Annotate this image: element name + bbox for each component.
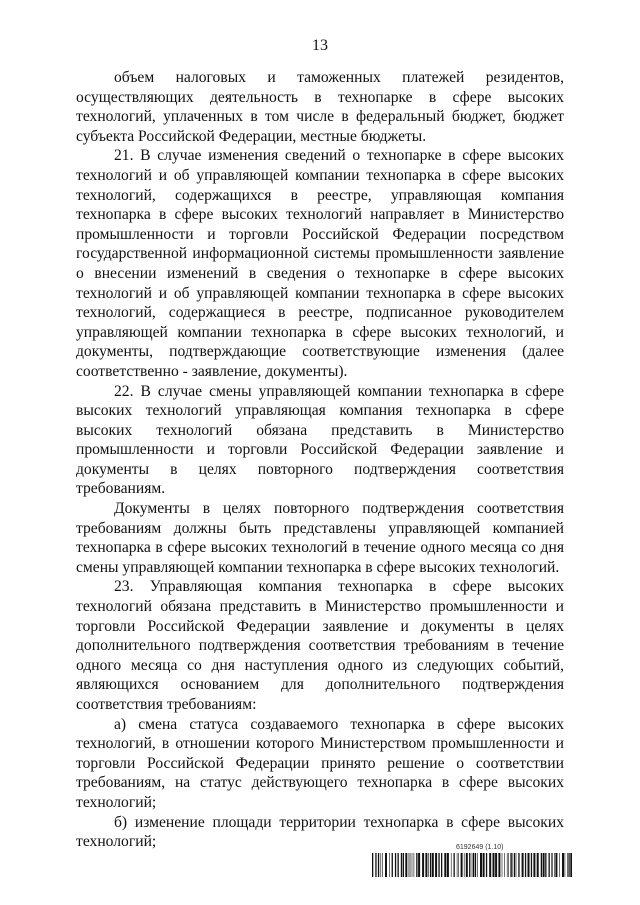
paragraph-item-23-a: а) смена статуса создаваемого технопарка в сфере высоких технологий, в отношении которого Министерством промышленности и торговли Российской Федерации принято решение о соответствии требованиям, на статус действующего технопарка в сфере высоких технологий; (76, 715, 564, 811)
document-body (76, 68, 564, 852)
paragraph-item-22-documents: Документы в целях повторного подтверждения соответствия требованиям должны быть представлены управляющей компанией технопарка в сфере высоких технологий в течение одного месяца со дня смены управляющей компании технопарка в сфере высоких технологий. (76, 500, 564, 576)
paragraph-continuation: объем налоговых и таможенных платежей резидентов, осуществляющих деятельность в технопарке в сфере высоких технологий, уплаченных в том числе в федеральный бюджет, бюджет субъекта Российской Федерации, местные бюджеты. (76, 69, 564, 145)
barcode-block (372, 844, 572, 884)
paragraph-item-23: 23. Управляющая компания технопарка в сфере высоких технологий обязана представить в Министерство промышленности и торговли Российской Федерации заявление и документы в целях дополнительного подтверждения соответствия требованиям в течение одного месяца со дня наступления одного из следующих событий, являющихся основанием для дополнительного подтверждения соответствия требованиям: (76, 578, 564, 713)
barcode-icon (372, 853, 572, 877)
paragraph-item-23-b: б) изменение площади территории технопарка в сфере высоких технологий; (76, 813, 564, 851)
page-number: 13 (312, 37, 328, 54)
paragraph-item-22: 22. В случае смены управляющей компании технопарка в сфере высоких технологий управляющая компания технопарка в сфере высоких технологий обязана представить в Министерство промышленности и торговли Российской Федерации заявление и документы в целях повторного подтверждения соответствия требованиям. (76, 382, 564, 498)
barcode-id: 6192649 (1.10) (456, 844, 504, 851)
paragraph-item-21: 21. В случае изменения сведений о технопарке в сфере высоких технологий и об управляющей компании технопарка в сфере высоких технологий, содержащихся в реестре, управляющая компания технопарка в сфере высоких технологий направляет в Министерство промышленности и торговли Российской Федерации посредством государственной информационной системы промышленности заявление о внесении изменений в сведения о технопарке в сфере высоких технологий и об управляющей компании технопарка в сфере высоких технологий, содержащиеся в реестре, подписанное руководителем управляющей компании технопарка в сфере высоких технологий, и документы, подтверждающие соответствующие изменения (далее соответственно - заявление, документы). (76, 147, 564, 380)
